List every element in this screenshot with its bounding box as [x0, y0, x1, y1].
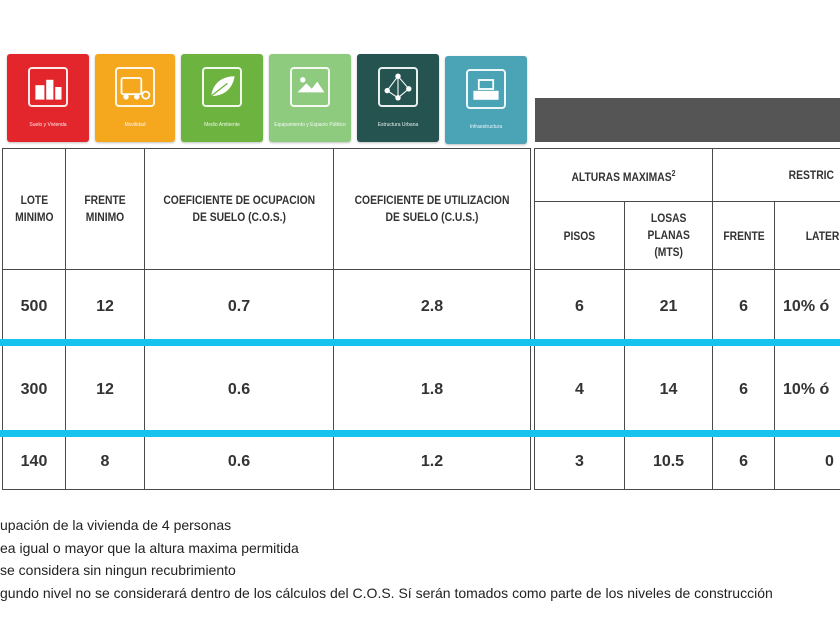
table-row [3, 345, 531, 435]
cell-losas: 14 [625, 345, 713, 435]
cell-lateral: 10% ó [775, 345, 840, 435]
tile-movilidad[interactable] [95, 54, 175, 142]
cell-lote: 500 [3, 270, 66, 345]
cell-frente: 12 [66, 270, 145, 345]
table-row [3, 270, 531, 345]
cell-pisos: 6 [535, 270, 625, 345]
header-frente-minimo: FRENTE MINIMO [66, 149, 145, 270]
tile-label: Movilidad [124, 122, 146, 128]
table-row [535, 435, 840, 490]
footnote-1: upación de la vivienda de 4 personas [0, 517, 232, 533]
header-lateral: LATER [775, 202, 840, 270]
footnote-3: se considera sin ningun recubrimiento [0, 562, 236, 578]
cell-cos: 0.6 [145, 435, 334, 490]
cell-lateral: 10% ó [775, 270, 840, 345]
cell-frente: 12 [66, 345, 145, 435]
table-row [535, 345, 840, 435]
header-lote-minimo: LOTE MINIMO [3, 149, 66, 270]
cell-cos: 0.6 [145, 345, 334, 435]
right-table [534, 148, 840, 490]
cell-frente: 6 [713, 345, 775, 435]
left-header-row [3, 149, 531, 270]
footnotes [0, 514, 773, 604]
tile-label: Infraestructura [469, 124, 503, 130]
tile-label: Suelo y Vivienda [29, 122, 67, 128]
cell-lote: 140 [3, 435, 66, 490]
right-group-header-row [535, 149, 840, 202]
cell-pisos: 4 [535, 345, 625, 435]
cell-losas: 10.5 [625, 435, 713, 490]
cell-cus: 1.2 [334, 435, 531, 490]
tile-espacio-publico[interactable] [269, 54, 351, 142]
house-icon [28, 67, 68, 107]
landscape-icon [290, 67, 330, 107]
tile-label: Medio Ambiente [204, 122, 240, 128]
header-frente: FRENTE [713, 202, 775, 270]
cell-losas: 21 [625, 270, 713, 345]
table-row [3, 435, 531, 490]
section-header-bar [535, 98, 840, 142]
cell-lote: 300 [3, 345, 66, 435]
network-icon [378, 67, 418, 107]
tile-label: Equipamiento y Espacio Público [274, 122, 346, 128]
cell-lateral: 0 [775, 435, 840, 490]
header-losas-planas: LOSAS PLANAS (MTS) [625, 202, 713, 270]
header-restricciones: RESTRIC [713, 149, 840, 202]
cell-cus: 2.8 [334, 270, 531, 345]
footnote-2: ea igual o mayor que la altura maxima permitida [0, 539, 299, 556]
header-pisos: PISOS [535, 202, 625, 270]
header-cos: COEFICIENTE DE OCUPACION DE SUELO (C.O.S.) [145, 149, 334, 270]
highlight-line-bottom [0, 430, 840, 437]
cell-cus: 1.8 [334, 345, 531, 435]
tile-medio-ambiente[interactable] [181, 54, 263, 142]
highlight-line-top [0, 339, 840, 346]
tile-estructura-urbana[interactable] [357, 54, 439, 142]
tile-suelo-vivienda[interactable] [7, 54, 89, 142]
bus-icon [115, 67, 155, 107]
cell-frente: 6 [713, 435, 775, 490]
cell-pisos: 3 [535, 435, 625, 490]
tile-infraestructura[interactable] [445, 56, 527, 144]
footnote-4: gundo nivel no se considerará dentro de los cálculos del C.O.S. Sí serán tomados como parte de los niveles de construcción [0, 584, 773, 601]
tile-label: Estructura Urbana [377, 122, 419, 128]
leaf-icon [202, 67, 242, 107]
cell-cos: 0.7 [145, 270, 334, 345]
cell-frente: 6 [713, 270, 775, 345]
building-icon [466, 69, 506, 109]
right-subheader-row [535, 202, 840, 270]
left-table [2, 148, 531, 490]
table-row [535, 270, 840, 345]
header-cus: COEFICIENTE DE UTILIZACION DE SUELO (C.U.S.) [334, 149, 531, 270]
header-alturas-maximas: ALTURAS MAXIMAS$^2$ [535, 149, 713, 202]
cell-frente: 8 [66, 435, 145, 490]
